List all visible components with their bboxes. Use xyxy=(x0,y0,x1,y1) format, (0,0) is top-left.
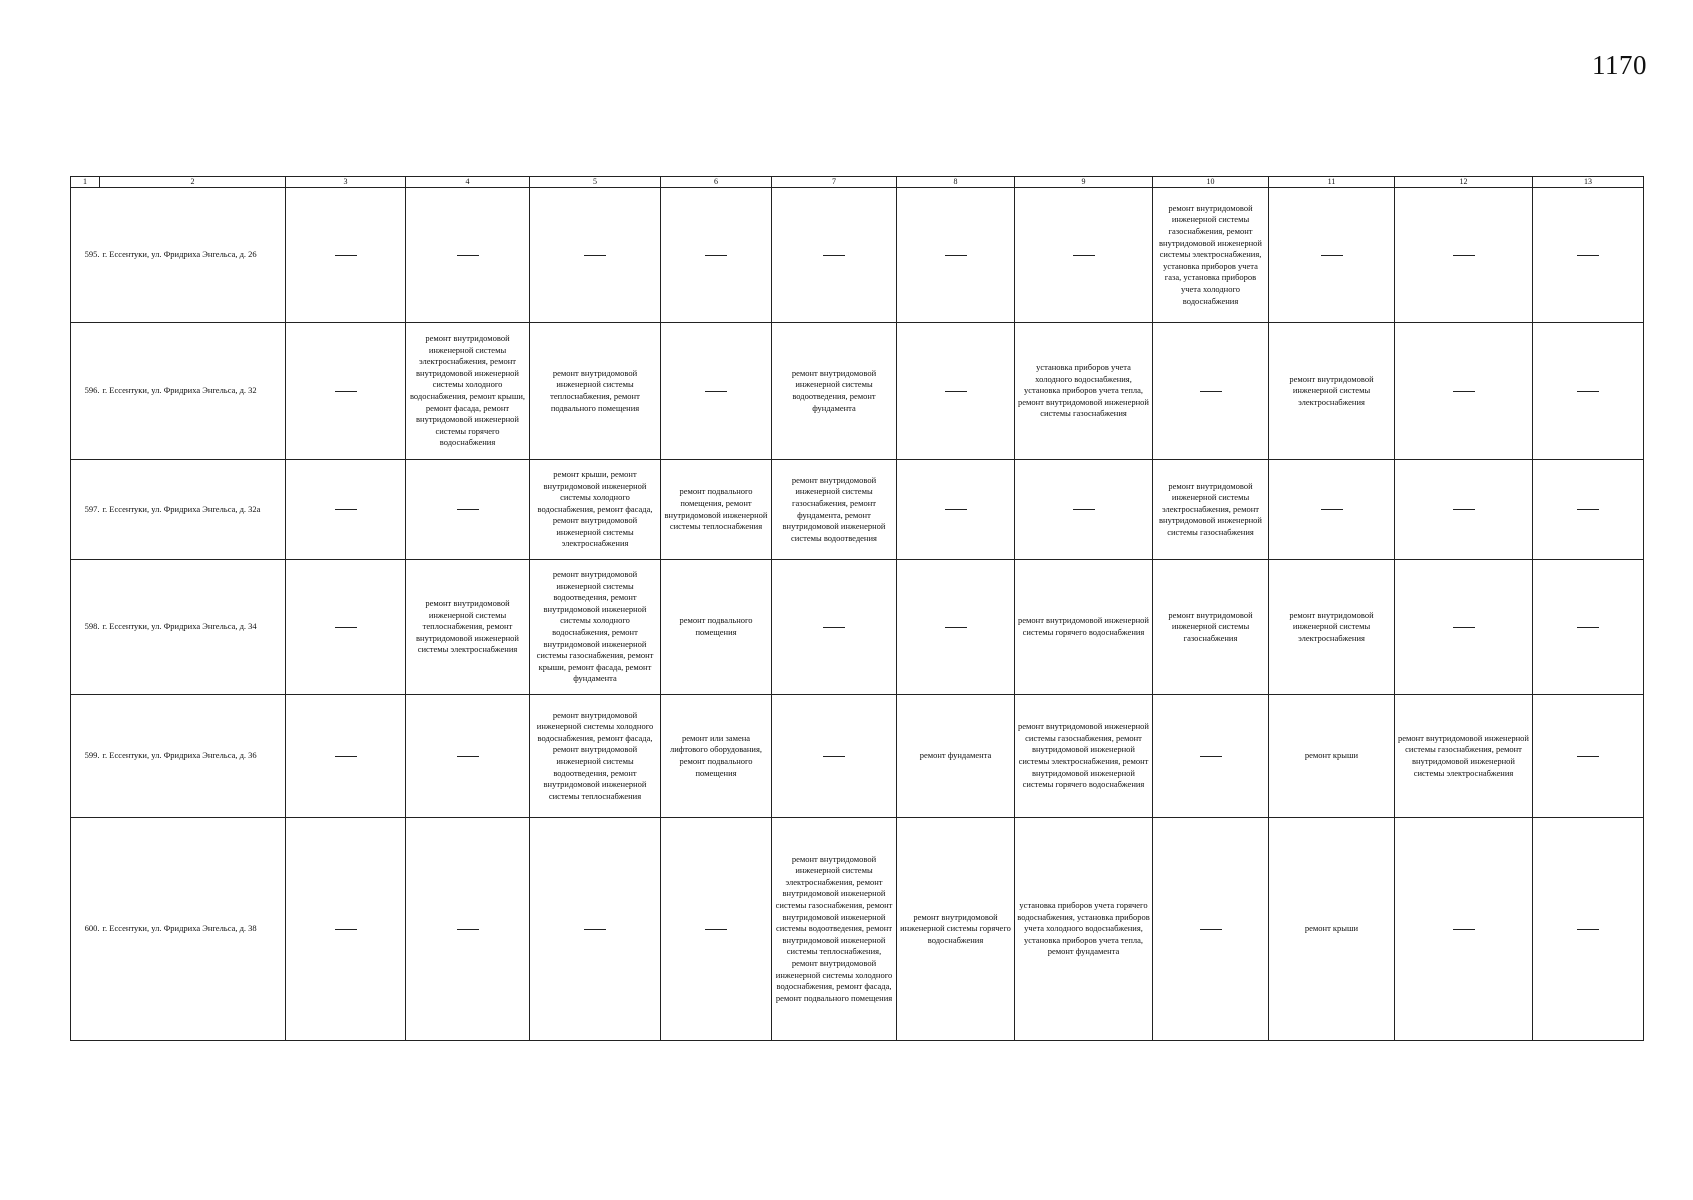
work-cell: ремонт внутридомовой инженерной системы теплоснабжения, ремонт подвального помещения xyxy=(530,323,661,460)
row-number: 600. xyxy=(71,818,100,1041)
empty-cell xyxy=(286,560,406,695)
dash-mark xyxy=(1453,627,1475,628)
empty-cell xyxy=(1153,818,1269,1041)
row-number: 596. xyxy=(71,323,100,460)
work-cell: ремонт внутридомовой инженерной системы газоснабжения, ремонт фундамента, ремонт внутридомовой инженерной системы водоотведения xyxy=(772,460,897,560)
work-cell: ремонт внутридомовой инженерной системы газоснабжения, ремонт внутридомовой инженерной системы электроснабжения, ремонт внутридомовой инженерной системы горячего водоснабжения xyxy=(1015,695,1153,818)
dash-mark xyxy=(945,627,967,628)
dash-mark xyxy=(945,391,967,392)
empty-cell xyxy=(661,818,772,1041)
work-cell: ремонт внутридомовой инженерной системы электроснабжения xyxy=(1269,323,1395,460)
dash-mark xyxy=(584,929,606,930)
dash-mark xyxy=(945,255,967,256)
work-cell: ремонт подвального помещения xyxy=(661,560,772,695)
dash-mark xyxy=(335,391,357,392)
dash-mark xyxy=(457,929,479,930)
table-row xyxy=(71,188,1644,323)
dash-mark xyxy=(1453,509,1475,510)
empty-cell xyxy=(897,560,1015,695)
row-number: 599. xyxy=(71,695,100,818)
address-cell: г. Ессентуки, ул. Фридриха Энгельса, д. 36 xyxy=(100,695,286,818)
empty-cell xyxy=(661,323,772,460)
dash-mark xyxy=(1453,929,1475,930)
column-header: 10 xyxy=(1153,177,1269,188)
empty-cell xyxy=(406,460,530,560)
empty-cell xyxy=(897,460,1015,560)
table-row xyxy=(71,460,1644,560)
column-header: 5 xyxy=(530,177,661,188)
work-cell: установка приборов учета горячего водоснабжения, установка приборов учета холодного водоснабжения, установка приборов учета тепла, ремонт фундамента xyxy=(1015,818,1153,1041)
work-cell: ремонт внутридомовой инженерной системы водоотведения, ремонт внутридомовой инженерной системы холодного водоснабжения, ремонт внутридомовой инженерной системы газоснабжения, ремонт крыши, ремонт фасада, ремонт фундамента xyxy=(530,560,661,695)
column-header: 3 xyxy=(286,177,406,188)
dash-mark xyxy=(1577,627,1599,628)
empty-cell xyxy=(772,188,897,323)
dash-mark xyxy=(1200,929,1222,930)
column-header: 11 xyxy=(1269,177,1395,188)
empty-cell xyxy=(1395,323,1533,460)
empty-cell xyxy=(1395,818,1533,1041)
column-number-row xyxy=(71,177,1644,188)
dash-mark xyxy=(1577,929,1599,930)
capital-repair-table xyxy=(70,176,1644,1041)
address-cell: г. Ессентуки, ул. Фридриха Энгельса, д. 32 xyxy=(100,323,286,460)
empty-cell xyxy=(1533,560,1644,695)
dash-mark xyxy=(335,627,357,628)
empty-cell xyxy=(406,695,530,818)
address-cell: г. Ессентуки, ул. Фридриха Энгельса, д. 32а xyxy=(100,460,286,560)
empty-cell xyxy=(897,188,1015,323)
work-cell: ремонт крыши xyxy=(1269,695,1395,818)
empty-cell xyxy=(1533,460,1644,560)
dash-mark xyxy=(457,255,479,256)
work-cell: ремонт внутридомовой инженерной системы электроснабжения xyxy=(1269,560,1395,695)
column-header: 8 xyxy=(897,177,1015,188)
work-cell: ремонт крыши xyxy=(1269,818,1395,1041)
dash-mark xyxy=(945,509,967,510)
table-row xyxy=(71,560,1644,695)
empty-cell xyxy=(1395,460,1533,560)
work-cell: ремонт внутридомовой инженерной системы электроснабжения, ремонт внутридомовой инженерной системы газоснабжения xyxy=(1153,460,1269,560)
work-cell: ремонт внутридомовой инженерной системы газоснабжения, ремонт внутридомовой инженерной системы электроснабжения xyxy=(1395,695,1533,818)
empty-cell xyxy=(530,818,661,1041)
empty-cell xyxy=(1153,695,1269,818)
dash-mark xyxy=(457,756,479,757)
work-cell: ремонт внутридомовой инженерной системы горячего водоснабжения xyxy=(897,818,1015,1041)
address-cell: г. Ессентуки, ул. Фридриха Энгельса, д. 26 xyxy=(100,188,286,323)
empty-cell xyxy=(661,188,772,323)
work-cell: ремонт фундамента xyxy=(897,695,1015,818)
row-number: 595. xyxy=(71,188,100,323)
work-cell: ремонт подвального помещения, ремонт внутридомовой инженерной системы теплоснабжения xyxy=(661,460,772,560)
column-header: 4 xyxy=(406,177,530,188)
column-header: 6 xyxy=(661,177,772,188)
dash-mark xyxy=(1073,255,1095,256)
empty-cell xyxy=(1533,188,1644,323)
empty-cell xyxy=(286,818,406,1041)
empty-cell xyxy=(1533,323,1644,460)
work-cell: ремонт внутридомовой инженерной системы теплоснабжения, ремонт внутридомовой инженерной системы электроснабжения xyxy=(406,560,530,695)
table-row xyxy=(71,695,1644,818)
column-header: 1 xyxy=(71,177,100,188)
dash-mark xyxy=(1577,391,1599,392)
work-cell: ремонт внутридомовой инженерной системы газоснабжения xyxy=(1153,560,1269,695)
table-body xyxy=(71,188,1644,1041)
dash-mark xyxy=(1577,255,1599,256)
work-cell: установка приборов учета холодного водоснабжения, установка приборов учета тепла, ремонт внутридомовой инженерной системы газоснабжения xyxy=(1015,323,1153,460)
empty-cell xyxy=(772,695,897,818)
table-row xyxy=(71,323,1644,460)
dash-mark xyxy=(1200,756,1222,757)
dash-mark xyxy=(705,391,727,392)
empty-cell xyxy=(1269,460,1395,560)
empty-cell xyxy=(897,323,1015,460)
empty-cell xyxy=(1015,188,1153,323)
work-cell: ремонт внутридомовой инженерной системы электроснабжения, ремонт внутридомовой инженерной системы газоснабжения, ремонт внутридомовой инженерной системы водоотведения, ремонт внутридомовой инженерной системы теплоснабжения, ремонт внутридомовой инженерной системы холодного водоснабжения, ремонт фасада, ремонт подвального помещения xyxy=(772,818,897,1041)
address-cell: г. Ессентуки, ул. Фридриха Энгельса, д. 34 xyxy=(100,560,286,695)
column-header: 12 xyxy=(1395,177,1533,188)
empty-cell xyxy=(1395,560,1533,695)
dash-mark xyxy=(1200,391,1222,392)
empty-cell xyxy=(406,188,530,323)
empty-cell xyxy=(1533,818,1644,1041)
dash-mark xyxy=(1577,756,1599,757)
dash-mark xyxy=(823,255,845,256)
empty-cell xyxy=(406,818,530,1041)
empty-cell xyxy=(1533,695,1644,818)
column-header: 2 xyxy=(100,177,286,188)
empty-cell xyxy=(772,560,897,695)
work-cell: ремонт внутридомовой инженерной системы водоотведения, ремонт фундамента xyxy=(772,323,897,460)
dash-mark xyxy=(457,509,479,510)
empty-cell xyxy=(286,695,406,818)
empty-cell xyxy=(1269,188,1395,323)
dash-mark xyxy=(584,255,606,256)
work-cell: ремонт крыши, ремонт внутридомовой инженерной системы холодного водоснабжения, ремонт фасада, ремонт внутридомовой инженерной системы электроснабжения xyxy=(530,460,661,560)
dash-mark xyxy=(705,255,727,256)
dash-mark xyxy=(1453,391,1475,392)
column-header: 13 xyxy=(1533,177,1644,188)
empty-cell xyxy=(286,460,406,560)
dash-mark xyxy=(705,929,727,930)
dash-mark xyxy=(335,255,357,256)
row-number: 598. xyxy=(71,560,100,695)
dash-mark xyxy=(1321,509,1343,510)
page-number: 1170 xyxy=(1592,50,1647,80)
empty-cell xyxy=(1153,323,1269,460)
dash-mark xyxy=(335,756,357,757)
dash-mark xyxy=(1073,509,1095,510)
dash-mark xyxy=(335,509,357,510)
work-cell: ремонт внутридомовой инженерной системы газоснабжения, ремонт внутридомовой инженерной системы электроснабжения, установка приборов учета газа, установка приборов учета холодного водоснабжения xyxy=(1153,188,1269,323)
dash-mark xyxy=(1577,509,1599,510)
dash-mark xyxy=(823,627,845,628)
dash-mark xyxy=(335,929,357,930)
column-header: 9 xyxy=(1015,177,1153,188)
table-row xyxy=(71,818,1644,1041)
dash-mark xyxy=(1453,255,1475,256)
address-cell: г. Ессентуки, ул. Фридриха Энгельса, д. 38 xyxy=(100,818,286,1041)
empty-cell xyxy=(1015,460,1153,560)
work-cell: ремонт внутридомовой инженерной системы электроснабжения, ремонт внутридомовой инженерной системы холодного водоснабжения, ремонт крыши, ремонт фасада, ремонт внутридомовой инженерной системы горячего водоснабжения xyxy=(406,323,530,460)
empty-cell xyxy=(286,323,406,460)
work-cell: ремонт внутридомовой инженерной системы горячего водоснабжения xyxy=(1015,560,1153,695)
work-cell: ремонт внутридомовой инженерной системы холодного водоснабжения, ремонт фасада, ремонт внутридомовой инженерной системы водоотведения, ремонт внутридомовой инженерной системы теплоснабжения xyxy=(530,695,661,818)
empty-cell xyxy=(286,188,406,323)
empty-cell xyxy=(1395,188,1533,323)
column-header: 7 xyxy=(772,177,897,188)
dash-mark xyxy=(823,756,845,757)
row-number: 597. xyxy=(71,460,100,560)
dash-mark xyxy=(1321,255,1343,256)
work-cell: ремонт или замена лифтового оборудования, ремонт подвального помещения xyxy=(661,695,772,818)
empty-cell xyxy=(530,188,661,323)
